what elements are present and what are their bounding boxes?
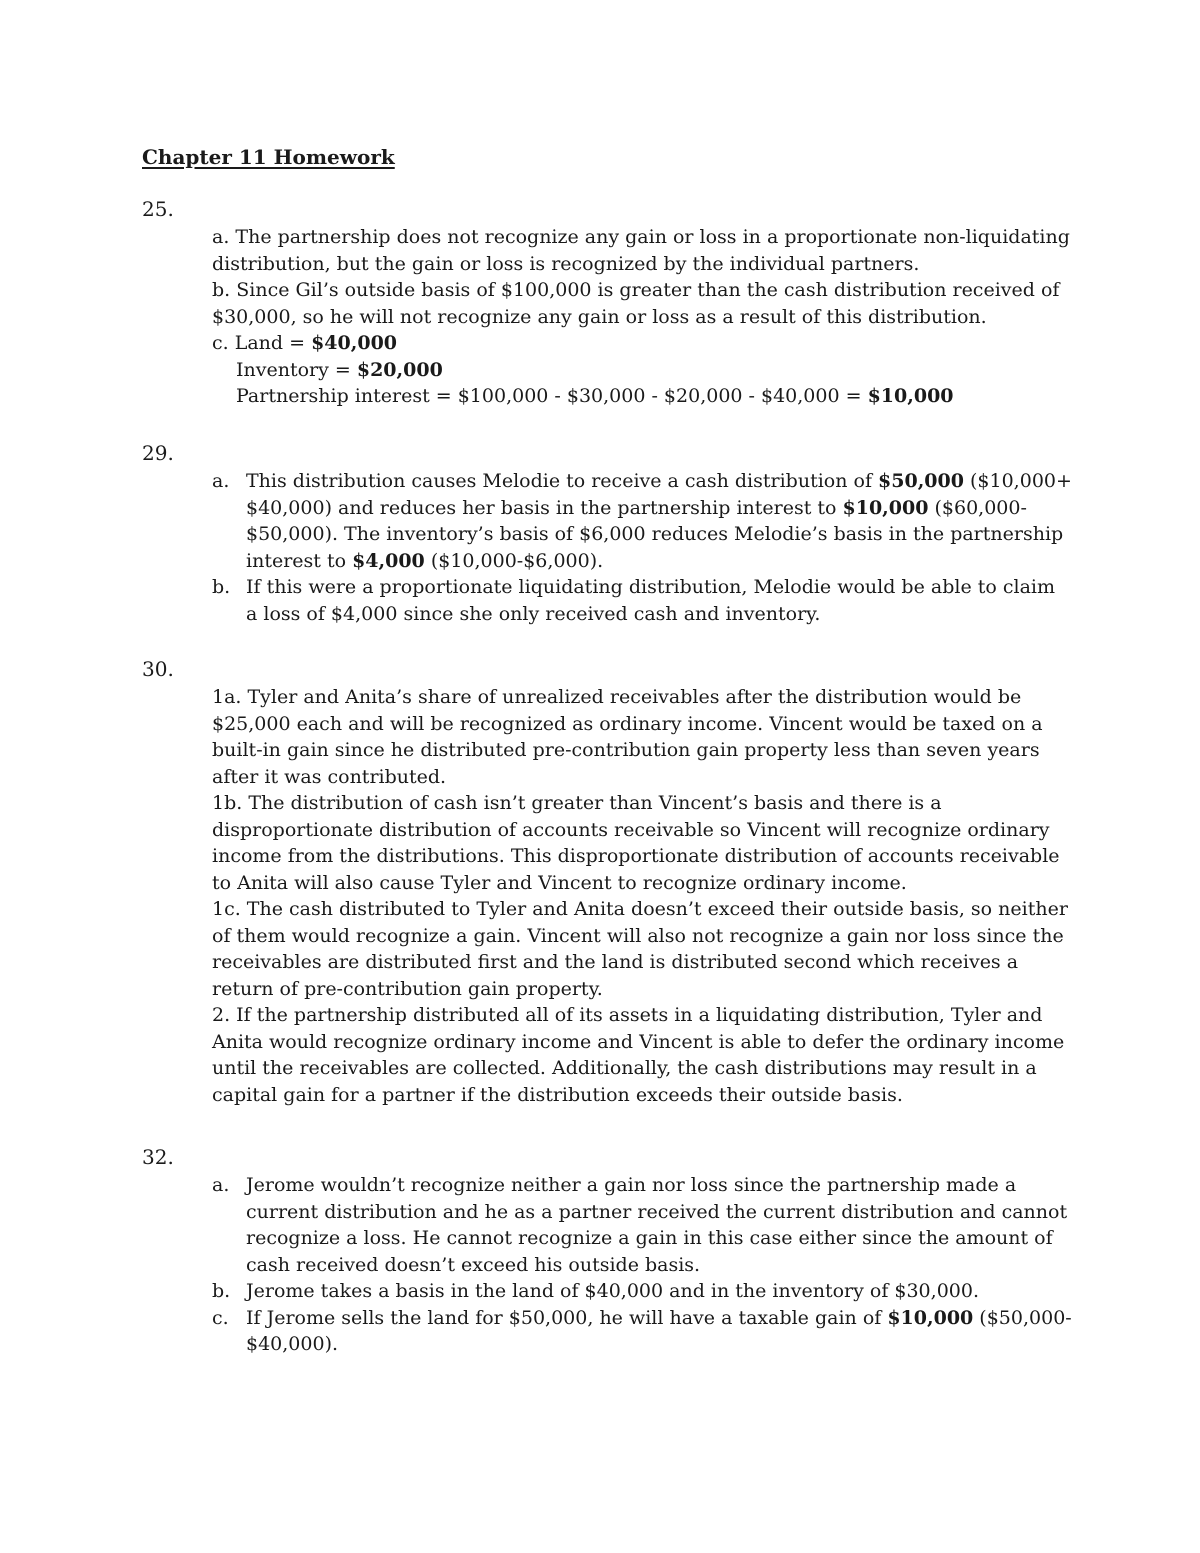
- answer-30-1c: 1c. The cash distributed to Tyler and Anita doesn’t exceed their outside basis, so neither of them would recognize a gain. Vincent will also not recognize a gain nor loss since the receivables are distributed first and the land is distributed second which receives a return of pre-contribution gain property.: [212, 898, 1068, 1000]
- list-marker: a.: [212, 1174, 230, 1196]
- answer-29a: [212, 468, 1072, 574]
- answer-25c: [212, 330, 1072, 357]
- text-run: ($50,000- $40,000).: [246, 1306, 1072, 1355]
- answer-block-25: [212, 224, 1072, 410]
- final-basis-value: $4,000: [352, 549, 425, 572]
- partnership-interest-label: Partnership interest = $100,000 - $30,000 - $20,000 - $40,000 =: [236, 385, 868, 407]
- land-value: $40,000: [311, 332, 398, 354]
- text-run: If Jerome sells the land for $50,000, he will have a taxable gain of: [246, 1306, 888, 1329]
- answer-25a: a. The partnership does not recognize any gain or loss in a proportionate non-liquidating distribution, but the gain or loss is recognized by the individual partners.: [212, 226, 1070, 275]
- answer-block-29: [212, 468, 1072, 627]
- question-number-29: 29.: [142, 441, 174, 465]
- partnership-interest-value: $10,000: [867, 385, 954, 407]
- answer-32a: [212, 1172, 1072, 1278]
- land-label: c. Land =: [212, 332, 312, 354]
- answer-29a-text: [246, 468, 1072, 574]
- answer-32c: [212, 1305, 1072, 1358]
- question-number-25: 25.: [142, 197, 174, 221]
- answer-32c-text: [246, 1305, 1072, 1358]
- list-marker: b.: [212, 1280, 231, 1302]
- list-marker: b.: [212, 576, 231, 598]
- page-title: Chapter 11 Homework: [142, 145, 395, 169]
- answer-29b-text: If this were a proportionate liquidating distribution, Melodie would be able to claim a loss of $4,000 since she only received cash and inventory.: [246, 576, 1055, 625]
- answer-30-2: 2. If the partnership distributed all of its assets in a liquidating distribution, Tyler and Anita would recognize ordinary income and Vincent is able to defer the ordinary income until the receivables are collected. Additionally, the cash distributions may result in a capital gain for a partner if the distribution exceeds their outside basis.: [212, 1004, 1065, 1106]
- answer-32a-text: Jerome wouldn’t recognize neither a gain nor loss since the partnership made a current distribution and he as a partner received the current distribution and cannot recognize a loss. He cannot recognize a gain in this case either since the amount of cash received doesn’t exceed his outside basis.: [246, 1174, 1068, 1276]
- inventory-value: $20,000: [356, 358, 443, 381]
- text-run: This distribution causes Melodie to receive a cash distribution of: [246, 470, 879, 492]
- answer-32b: [212, 1278, 1072, 1305]
- answer-25b: b. Since Gil’s outside basis of $100,000 is greater than the cash distribution received of $30,000, so he will not recognize any gain or loss as a result of this distribution.: [212, 279, 1060, 328]
- text-run: ($10,000+ $40,000) and reduces her basis in the partnership interest to: [246, 470, 1072, 519]
- text-run: ($10,000-$6,000).: [424, 549, 604, 572]
- inventory-label: Inventory =: [236, 358, 357, 381]
- answer-30-1b: 1b. The distribution of cash isn’t greater than Vincent’s basis and there is a disproportionate distribution of accounts receivable so Vincent will recognize ordinary income from the distributions. This disproportionate distribution of accounts receivable to Anita will also cause Tyler and Vincent to recognize ordinary income.: [212, 792, 1060, 894]
- taxable-gain-value: $10,000: [887, 1306, 974, 1329]
- question-number-32: 32.: [142, 1145, 174, 1169]
- text-run: ($60,000- $50,000). The inventory’s basis of $6,000 reduces Melodie’s basis in the partnership interest to: [246, 496, 1064, 572]
- answer-30-1a: 1a. Tyler and Anita’s share of unrealized receivables after the distribution would be $25,000 each and will be recognized as ordinary income. Vincent would be taxed on a built-in gain since he distributed pre-contribution gain property less than seven years after it was contributed.: [212, 686, 1043, 788]
- basis-value: $10,000: [842, 496, 929, 519]
- answer-32b-text: Jerome takes a basis in the land of $40,000 and in the inventory of $30,000.: [246, 1280, 979, 1302]
- partnership-interest-line: [212, 383, 1072, 410]
- cash-distribution-value: $50,000: [878, 470, 964, 492]
- answer-block-32: [212, 1172, 1072, 1358]
- answer-block-30: [212, 684, 1072, 1108]
- answer-29b: [212, 574, 1072, 627]
- inventory-line: [212, 357, 1072, 384]
- list-marker: a.: [212, 470, 230, 492]
- list-marker: c.: [212, 1306, 229, 1329]
- question-number-30: 30.: [142, 657, 174, 681]
